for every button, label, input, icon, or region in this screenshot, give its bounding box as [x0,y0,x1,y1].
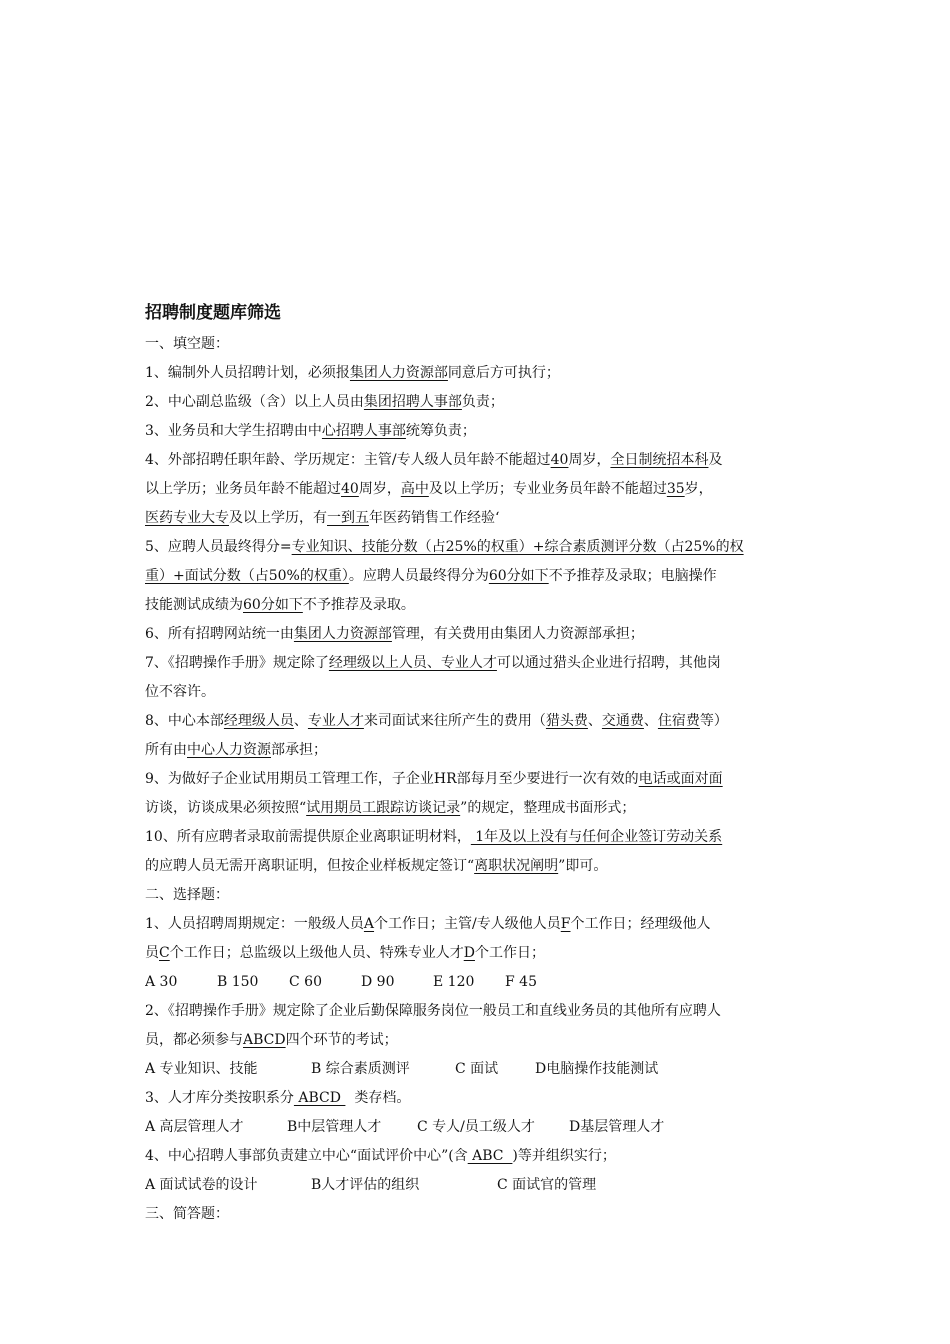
text-line [145,736,810,765]
underlined-answer: 医药专业大专 [145,510,229,526]
text-segment: C 面试 [455,1061,499,1077]
text-segment: D基层管理人才 [569,1119,665,1135]
underlined-answer: 交通费 [601,713,644,729]
text-segment: 4、中心招聘人事部负责建立中心“面试评价中心”(含 [145,1148,468,1164]
text-segment: 周岁， [358,481,401,497]
text-segment: D 90 [361,974,395,990]
text-segment: 来司面试来往所产生的费用（ [363,713,546,729]
text-segment: 3、人才库分类按职系分 [145,1090,294,1106]
underlined-answer: 一到五 [327,510,369,526]
underlined-answer: ABCD [243,1032,286,1048]
text-line [145,968,810,997]
text-segment: B 综合素质测评 [311,1061,410,1077]
text-segment: 个工作日；总监级以上级他人员、特殊专业人才 [169,945,464,961]
text-line [145,1142,810,1171]
text-segment: 一、填空题： [145,336,229,352]
text-segment: 员，都必须参与 [145,1032,243,1048]
text-line [145,533,810,562]
document-body [145,298,810,1229]
text-segment: D电脑操作技能测试 [535,1061,659,1077]
text-segment: 员 [145,945,159,961]
underlined-answer: 集团人力资源部 [293,626,392,642]
text-segment: C 专人/员工级人才 [417,1119,535,1135]
underlined-answer: 电话或面对面 [638,771,723,787]
text-segment: 类存档。 [345,1090,411,1106]
underlined-answer: 离职状况阐明 [474,858,559,874]
text-line [145,1171,810,1200]
text-segment: ”即可。 [558,858,608,874]
text-segment: 访谈，访谈成果必须按照“ [145,800,307,816]
underlined-answer: 40 [341,481,359,497]
underlined-answer: 心招聘人事部 [321,423,406,439]
text-segment: 6、所有招聘网站统一由 [145,626,294,642]
text-line [145,1200,810,1229]
text-segment: 10、所有应聘者录取前需提供原企业离职证明材料， [145,829,471,845]
text-segment: 、 [587,713,602,729]
text-segment: 1、编制外人员招聘计划，必须报 [145,365,350,381]
text-line [145,388,810,417]
text-segment: 不予推荐及录取；电脑操作 [548,568,717,584]
text-segment: 个工作日；经理级他人 [570,916,711,932]
text-line [145,707,810,736]
text-segment: 7、《招聘操作手册》规定除了 [145,655,329,671]
underlined-answer: 住宿费 [657,713,700,729]
text-segment: 管理，有关费用由集团人力资源部承担； [391,626,644,642]
text-line [145,678,810,707]
underlined-answer: 60分如下 [243,597,303,613]
text-segment: 同意后方可执行； [447,365,560,381]
text-line [145,910,810,939]
text-segment: 所有由 [145,742,187,758]
text-line [145,794,810,823]
text-segment: 岁， [684,481,713,497]
underlined-answer: 35 [666,481,685,497]
text-segment: A 30 [145,974,178,990]
text-segment: B中层管理人才 [287,1119,382,1135]
underlined-answer: 全日制统招本科 [610,452,709,468]
text-segment: B 150 [217,974,259,990]
text-line [145,1026,810,1055]
text-line [145,330,810,359]
underlined-answer: 集团招聘人事部 [363,394,462,410]
text-line [145,852,810,881]
underlined-answer: D [463,945,475,961]
text-segment: ”的规定，整理成书面形式； [460,800,636,816]
text-segment: 、 [643,713,658,729]
text-line [145,881,810,910]
document-lines [145,330,810,1229]
text-segment: 5、应聘人员最终得分= [145,539,292,555]
text-segment: 等） [699,713,728,729]
underlined-answer: C [159,945,170,961]
text-segment: 及 [708,452,723,468]
text-line [145,359,810,388]
underlined-answer: 60分如下 [488,568,549,584]
underlined-answer: 经理级人员 [223,713,294,729]
underlined-answer: 专业人才 [307,713,364,729]
text-segment: A 高层管理人才 [145,1119,244,1135]
underlined-answer: ABC [467,1148,513,1164]
underlined-answer: 专业知识、技能分数（占25%的权重）+综合素质测评分数（占25%的权 [291,539,744,555]
text-segment: 统筹负责； [405,423,476,439]
text-segment: 以上学历；业务员年龄不能超过 [145,481,341,497]
text-segment: 三、简答题： [145,1206,229,1222]
text-line [145,417,810,446]
text-segment: 周岁， [568,452,611,468]
text-segment: A 专业知识、技能 [145,1061,258,1077]
text-line [145,1113,810,1142]
underlined-answer: ABCD [293,1090,346,1106]
text-segment: )等并组织实行； [512,1148,616,1164]
text-segment: 8、中心本部 [145,713,224,729]
text-line [145,649,810,678]
text-segment: 3、业务员和大学生招聘由中 [145,423,322,439]
underlined-answer: A [363,916,375,932]
underlined-answer: 1年及以上没有与任何企业签订劳动关系 [470,829,723,845]
text-segment: 个工作日；主管/专人级他人员 [374,916,561,932]
text-segment: E 120 [433,974,475,990]
underlined-answer: 猎头费 [545,713,588,729]
underlined-answer: 试用期员工跟踪访谈记录 [306,800,461,816]
text-line [145,823,810,852]
text-segment: C 面试官的管理 [497,1177,597,1193]
text-segment: 二、选择题： [145,887,229,903]
text-line [145,1055,810,1084]
text-segment: 技能测试成绩为 [145,597,243,613]
underlined-answer: F [560,916,571,932]
text-segment: 不予推荐及录取。 [302,597,415,613]
text-segment: 、 [293,713,308,729]
text-segment: 位不容许。 [145,684,215,700]
underlined-answer: 重）+面试分数（占50%的权重） [145,568,349,584]
underlined-answer: 集团人力资源部 [349,365,448,381]
text-segment: 个工作日； [474,945,545,961]
text-line [145,562,810,591]
underlined-answer: 高中 [400,481,429,497]
underlined-answer: 40 [550,452,569,468]
text-segment: 9、为做好子企业试用期员工管理工作，子企业HR部每月至少要进行一次有效的 [145,771,639,787]
text-segment: 2、《招聘操作手册》规定除了企业后勤保障服务岗位一般员工和直线业务员的其他所有应聘人 [145,1003,721,1019]
text-line [145,504,810,533]
text-line [145,591,810,620]
text-segment: 。应聘人员最终得分为 [348,568,489,584]
text-segment: 部承担； [271,742,327,758]
text-segment: A 面试试卷的设计 [145,1177,258,1193]
text-segment: 4、外部招聘任职年龄、学历规定：主管/专人级人员年龄不能超过 [145,452,551,468]
underlined-answer: 中心人力资源 [187,742,271,758]
text-segment: C 60 [289,974,322,990]
text-line [145,997,810,1026]
text-segment: 及以上学历；专业业务员年龄不能超过 [428,481,667,497]
text-line [145,620,810,649]
document-title: 招聘制度题库筛选 [145,303,281,323]
text-segment: 1、人员招聘周期规定：一般级人员 [145,916,364,932]
text-segment: 年医药销售工作经验‘ [369,510,500,526]
text-segment: 可以通过猎头企业进行招聘，其他岗 [496,655,721,671]
text-segment: 及以上学历，有 [229,510,327,526]
text-line [145,939,810,968]
text-segment: 四个环节的考试； [285,1032,398,1048]
text-line [145,1084,810,1113]
text-segment: 的应聘人员无需开离职证明，但按企业样板规定签订“ [145,858,475,874]
text-segment: 2、中心副总监级（含）以上人员由 [145,394,364,410]
text-segment: 负责； [461,394,504,410]
text-line [145,446,810,475]
text-segment: F 45 [505,974,537,990]
text-segment: B人才评估的组织 [311,1177,420,1193]
text-line [145,475,810,504]
text-line [145,765,810,794]
underlined-answer: 经理级以上人员、专业人才 [328,655,497,671]
